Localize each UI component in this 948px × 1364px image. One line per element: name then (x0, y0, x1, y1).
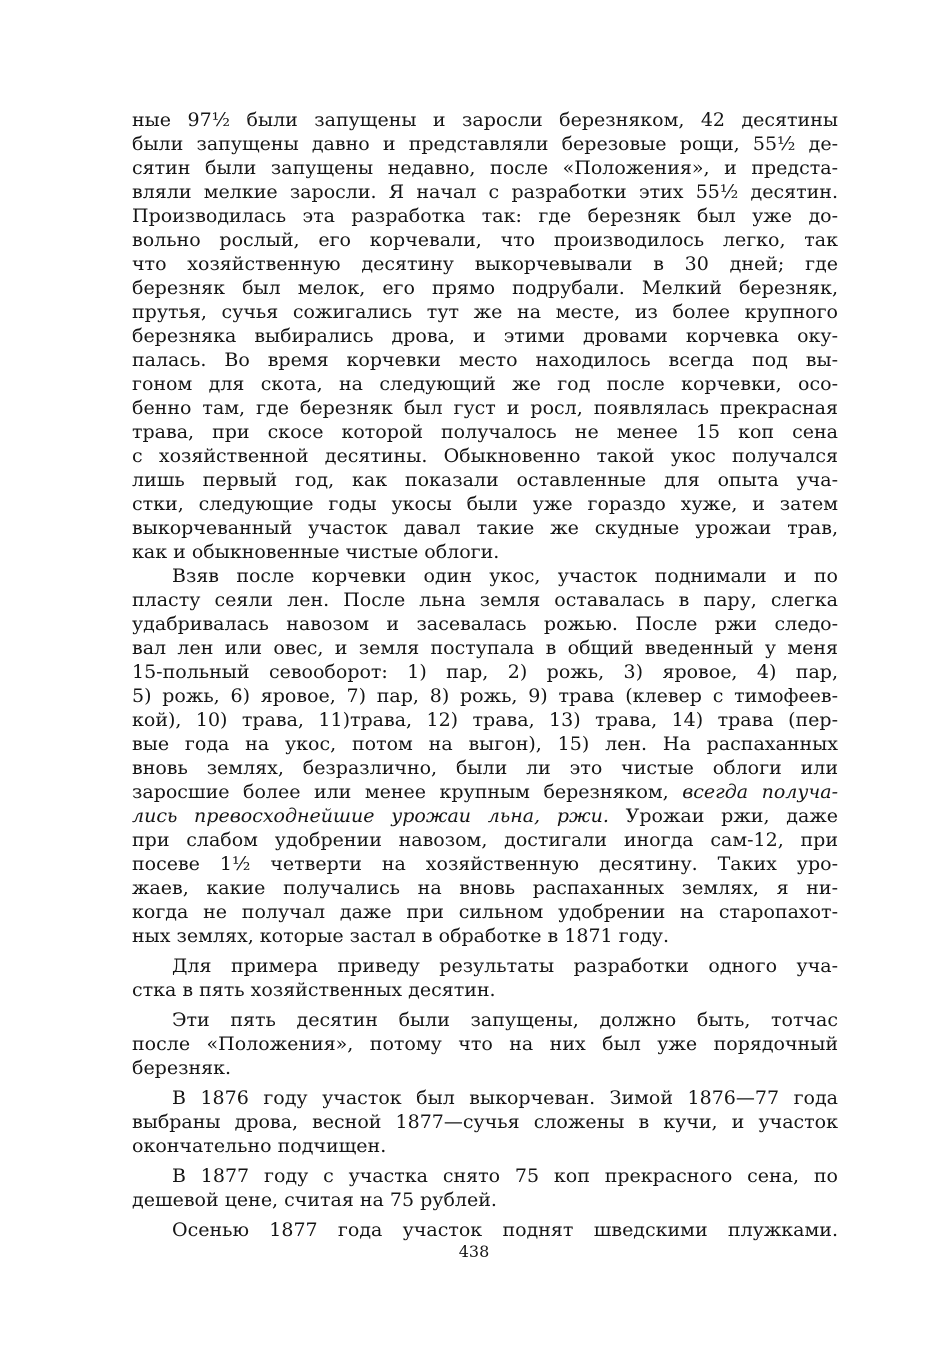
text-line: дешевой цене, считая на 75 рублей. (132, 1189, 497, 1211)
text-line: ные 97½ были запущены и заросли березняком, 42 десятины (132, 109, 838, 131)
text-line: гоном для скота, на следующий же год после корчевки, осо- (132, 373, 838, 395)
text-line: стки, следующие годы укосы были уже гораздо хуже, и затем (132, 493, 838, 515)
text-line: 5) рожь, 6) яровое, 7) пар, 8) рожь, 9) трава (клевер с тимофеев- (132, 685, 838, 707)
text-line: прутья, сучья сожигались тут же на месте, из более крупного (132, 301, 838, 323)
body-text (132, 108, 838, 1242)
text-line: что хозяйственную десятину выкорчевывали в 30 дней; где (132, 253, 838, 275)
paragraph (132, 1008, 838, 1080)
text-line: Производилась эта разработка так: где березняк был уже до- (132, 205, 838, 227)
paragraph (132, 1218, 838, 1242)
text-line: удабривалась навозом и засевалась рожью. После ржи следо- (132, 613, 838, 635)
text-line: березняка выбирались дрова, и этими дровами корчевка оку- (132, 325, 838, 347)
text-line: с хозяйственной десятины. Обыкновенно такой укос получался (132, 445, 838, 467)
text-line: вые года на укос, потом на выгон), 15) лен. На распаханных (132, 733, 838, 755)
text-line: В 1877 году с участка снято 75 коп прекрасного сена, по (172, 1165, 838, 1187)
text-line: Для примера приведу результаты разработки одного уча- (172, 955, 838, 977)
text-line: были запущены давно и представляли березовые рощи, 55½ де- (132, 133, 838, 155)
paragraph (132, 1086, 838, 1158)
text-line: Эти пять десятин были запущены, должно быть, тотчас (172, 1009, 838, 1031)
text-line: посеве 1½ четверти на хозяйственную десятину. Таких уро- (132, 853, 838, 875)
text-line (132, 804, 838, 828)
text-line: Взяв после корчевки один укос, участок поднимали и по (172, 565, 838, 587)
text-line: пласту сеяли лен. После льна земля оставалась в пару, слегка (132, 589, 838, 611)
text-line: вал лен или овес, и земля поступала в общий введенный у меня (132, 637, 838, 659)
text-line: стка в пять хозяйственных десятин. (132, 979, 496, 1001)
text-line: окончательно подчищен. (132, 1135, 387, 1157)
italic-text: всегда получа- (682, 781, 838, 803)
text-line: сятин были запущены недавно, после «Положения», и предста- (132, 157, 838, 179)
text-line: кой), 10) трава, 11)трава, 12) трава, 13) трава, 14) трава (пер- (132, 709, 838, 731)
text-line: палась. Во время корчевки место находилось всегда под вы- (132, 349, 838, 371)
text-line: после «Положения», потому что на них был уже порядочный (132, 1033, 838, 1055)
text-line: выкорчеванный участок давал такие же скудные урожаи трав, (132, 517, 838, 539)
text-line: вновь землях, безразлично, были ли это чистые облоги или (132, 757, 838, 779)
text-line: жаев, какие получались на вновь распаханных землях, я ни- (132, 877, 838, 899)
text-line: вляли мелкие заросли. Я начал с разработки этих 55½ десятин. (132, 181, 838, 203)
text-line: В 1876 году участок был выкорчеван. Зимой 1876—77 года (172, 1087, 838, 1109)
italic-text: лись превосходнейшие урожаи льна, ржи. (132, 805, 609, 827)
text-line: березняк. (132, 1057, 232, 1079)
text-line: когда не получал даже при сильном удобрении на старопахот- (132, 901, 838, 923)
text-line: бенно там, где березняк был густ и росл, появлялась прекрасная (132, 397, 838, 419)
page-number: 438 (458, 1242, 490, 1261)
paragraph (132, 108, 838, 564)
text-segment: заросшие более или менее крупным березняком, (132, 781, 669, 803)
text-line: Осенью 1877 года участок поднят шведскими плужками. (172, 1219, 838, 1241)
text-line: вольно рослый, его корчевали, что производилось легко, так (132, 229, 838, 251)
text-line: березняк был мелок, его прямо подрубали. Мелкий березняк, (132, 277, 838, 299)
text-line: лишь первый год, как показали оставленные для опыта уча- (132, 469, 838, 491)
text-line (132, 780, 838, 804)
paragraph (132, 1164, 838, 1212)
text-line: при слабом удобрении навозом, достигали иногда сам-12, при (132, 829, 838, 851)
text-line: ных землях, которые застал в обработке в 1871 году. (132, 925, 669, 947)
text-segment: Урожаи ржи, даже (625, 805, 838, 827)
text-line: выбраны дрова, весной 1877—сучья сложены в кучи, и участок (132, 1111, 838, 1133)
paragraph (132, 564, 838, 948)
paragraph (132, 954, 838, 1002)
text-line: 15-польный севооборот: 1) пар, 2) рожь, 3) яровое, 4) пар, (132, 661, 838, 683)
text-line: как и обыкновенные чистые облоги. (132, 541, 500, 563)
text-line: трава, при скосе которой получалось не менее 15 коп сена (132, 421, 838, 443)
